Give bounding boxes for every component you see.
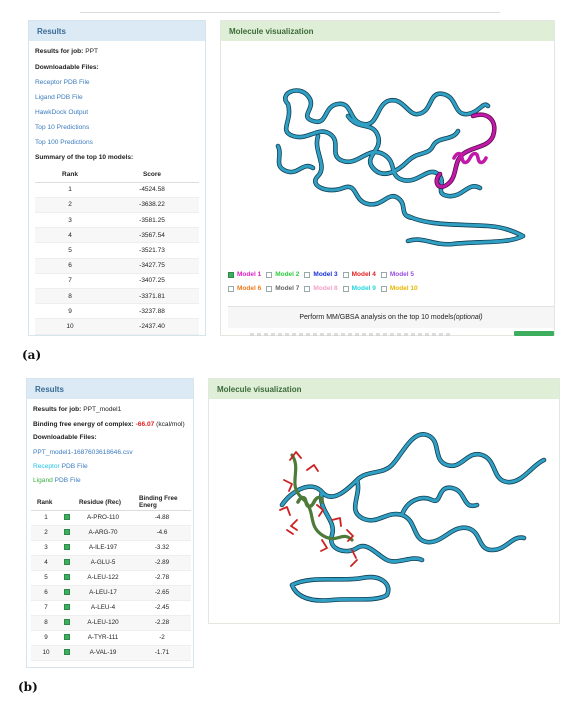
- residue-cell: A-LEU-120: [73, 615, 133, 630]
- table-row: [31, 540, 191, 555]
- energy-cell: -4.88: [133, 510, 191, 525]
- mmgbsa-options-preview: [250, 333, 450, 336]
- mmgbsa-optional: (optional): [453, 314, 483, 321]
- job-line-b: Results for job: PPT_model1: [33, 406, 122, 413]
- score-table: [35, 167, 199, 335]
- table-row: [35, 213, 199, 228]
- score-table-header: [35, 167, 199, 182]
- model-label: Model 3: [313, 271, 338, 278]
- select-cell[interactable]: [61, 540, 73, 555]
- table-row: [31, 630, 191, 645]
- rank-cell: 2: [35, 197, 105, 212]
- energy-cell: -2.45: [133, 600, 191, 615]
- energy-cell: -1.71: [133, 645, 191, 660]
- rank-cell: 6: [35, 258, 105, 273]
- col-energy: Binding Free Energ: [133, 495, 191, 510]
- residue-cell: A-LEU-4: [73, 600, 133, 615]
- residue-energy-table: [31, 495, 191, 661]
- residue-checkbox[interactable]: [64, 514, 70, 520]
- rank-cell: 9: [35, 304, 105, 319]
- residue-checkbox[interactable]: [64, 619, 70, 625]
- select-cell[interactable]: [61, 525, 73, 540]
- col-score: Score: [105, 167, 199, 182]
- energy-cell: -2.89: [133, 555, 191, 570]
- figure-label-a: (a): [22, 348, 42, 362]
- select-cell[interactable]: [61, 555, 73, 570]
- job-line-a: Results for job: PPT: [35, 48, 99, 55]
- mmgbsa-submit-button[interactable]: [514, 331, 554, 336]
- model-checkbox[interactable]: [343, 272, 349, 278]
- select-cell[interactable]: [61, 645, 73, 660]
- residue-cell: A-PRO-110: [73, 510, 133, 525]
- model-selector-row1: [228, 271, 414, 278]
- table-row: [31, 510, 191, 525]
- model-option[interactable]: [304, 271, 337, 278]
- model-option[interactable]: [343, 285, 376, 292]
- score-cell: -4524.58: [105, 182, 199, 197]
- ligand-pdb-link-b[interactable]: Ligand PDB File: [33, 477, 81, 484]
- residue-table-header: [31, 495, 191, 510]
- receptor-backbone-b: [282, 434, 544, 600]
- model-option[interactable]: [381, 271, 414, 278]
- downloads-label-b: Downloadable Files:: [33, 434, 97, 441]
- mmgbsa-text: Perform MM/GBSA analysis on the top 10 models: [299, 314, 454, 321]
- model-option[interactable]: [228, 271, 261, 278]
- summary-label: Summary of the top 10 models:: [35, 154, 134, 161]
- model-checkbox[interactable]: [228, 286, 234, 292]
- receptor-pdb-link[interactable]: Receptor PDB File: [35, 79, 90, 86]
- rank-cell: 7: [35, 273, 105, 288]
- residue-cell: A-ILE-197: [73, 540, 133, 555]
- mmgbsa-bar: [228, 306, 554, 328]
- residue-checkbox[interactable]: [64, 559, 70, 565]
- results-header-b: Results: [27, 379, 193, 399]
- col-select: [61, 495, 73, 510]
- results-panel-a: [28, 20, 206, 336]
- rank-cell: 10: [31, 645, 61, 660]
- select-cell[interactable]: [61, 585, 73, 600]
- model-checkbox[interactable]: [304, 286, 310, 292]
- model-label: Model 5: [389, 271, 415, 278]
- energy-cell: -2.78: [133, 570, 191, 585]
- score-cell: -3427.75: [105, 258, 199, 273]
- table-row: [35, 304, 199, 319]
- table-row: [35, 182, 199, 197]
- col-rank-b: Rank: [31, 495, 61, 510]
- model-checkbox[interactable]: [381, 272, 387, 278]
- col-rank: Rank: [35, 167, 105, 182]
- table-row: [31, 615, 191, 630]
- rank-cell: 5: [31, 570, 61, 585]
- top10-predictions-link[interactable]: Top 10 Predictions: [35, 124, 90, 131]
- table-row: [31, 555, 191, 570]
- rank-cell: 1: [35, 182, 105, 197]
- model-label: Model 4: [351, 271, 376, 278]
- molecule-viewer-a[interactable]: [258, 76, 538, 266]
- figure-label-b: (b): [18, 680, 38, 694]
- table-row: [35, 197, 199, 212]
- col-residue: Residue (Rec): [73, 495, 133, 510]
- top100-predictions-link[interactable]: Top 100 Predictions: [35, 139, 93, 146]
- residue-checkbox[interactable]: [64, 529, 70, 535]
- select-cell[interactable]: [61, 615, 73, 630]
- model-checkbox[interactable]: [304, 272, 310, 278]
- model-option[interactable]: [266, 271, 299, 278]
- score-cell: -3521.73: [105, 243, 199, 258]
- molecule-viewer-b[interactable]: [262, 410, 552, 610]
- score-cell: -3237.88: [105, 304, 199, 319]
- residue-cell: A-VAL-19: [73, 645, 133, 660]
- energy-cell: -2: [133, 630, 191, 645]
- residue-checkbox[interactable]: [64, 604, 70, 610]
- rank-cell: 6: [31, 585, 61, 600]
- energy-value: -66.07: [135, 421, 155, 428]
- table-row: [35, 258, 199, 273]
- table-row: [31, 585, 191, 600]
- ligand-model1: [437, 115, 495, 187]
- results-header-a: Results: [29, 21, 205, 41]
- model-checkbox[interactable]: [266, 286, 272, 292]
- csv-link[interactable]: PPT_model1-1687603618646.csv: [33, 449, 133, 456]
- model-option[interactable]: [228, 285, 261, 292]
- score-cell: -3581.25: [105, 213, 199, 228]
- model-option[interactable]: [381, 285, 418, 292]
- residue-checkbox[interactable]: [64, 574, 70, 580]
- energy-cell: -2.28: [133, 615, 191, 630]
- score-cell: -2437.40: [105, 319, 199, 334]
- energy-cell: -3.32: [133, 540, 191, 555]
- table-row: [31, 525, 191, 540]
- residue-checkbox[interactable]: [64, 544, 70, 550]
- model-label: Model 7: [275, 285, 300, 292]
- downloads-label-a: Downloadable Files:: [35, 64, 99, 71]
- table-row: [35, 273, 199, 288]
- rank-cell: 7: [31, 600, 61, 615]
- model-checkbox[interactable]: [266, 272, 272, 278]
- table-row: [35, 319, 199, 334]
- model-option[interactable]: [343, 271, 376, 278]
- model-label: Model 10: [389, 285, 418, 292]
- score-cell: -3371.81: [105, 289, 199, 304]
- residue-checkbox[interactable]: [64, 634, 70, 640]
- table-row: [35, 243, 199, 258]
- residue-cell: A-GLU-5: [73, 555, 133, 570]
- rank-cell: 8: [35, 289, 105, 304]
- residue-cell: A-TYR-111: [73, 630, 133, 645]
- hawkdock-output-link[interactable]: HawkDock Output: [35, 109, 89, 116]
- table-row: [35, 228, 199, 243]
- viz-header-b: Molecule visualization: [209, 379, 559, 399]
- top-divider: [80, 12, 500, 13]
- table-row: [35, 289, 199, 304]
- residue-checkbox[interactable]: [64, 589, 70, 595]
- rank-cell: 8: [31, 615, 61, 630]
- score-cell: -3407.25: [105, 273, 199, 288]
- rank-cell: 4: [31, 555, 61, 570]
- select-cell[interactable]: [61, 570, 73, 585]
- select-cell[interactable]: [61, 510, 73, 525]
- model-checkbox[interactable]: [343, 286, 349, 292]
- residue-cell: A-LEU-17: [73, 585, 133, 600]
- table-row: [31, 600, 191, 615]
- model-label: Model 6: [237, 285, 262, 292]
- select-cell[interactable]: [61, 600, 73, 615]
- energy-line: Binding free energy of complex: -66.07 (kcal/mol): [33, 421, 185, 428]
- model-checkbox[interactable]: [228, 272, 234, 278]
- select-cell[interactable]: [61, 630, 73, 645]
- rank-cell: 3: [31, 540, 61, 555]
- receptor-backbone-outline-b: [282, 434, 544, 600]
- model-checkbox[interactable]: [381, 286, 387, 292]
- rank-cell: 3: [35, 213, 105, 228]
- rank-cell: 4: [35, 228, 105, 243]
- score-cell: -3567.54: [105, 228, 199, 243]
- rank-cell: 5: [35, 243, 105, 258]
- ligand-pdb-link[interactable]: Ligand PDB File: [35, 94, 83, 101]
- model-option[interactable]: [266, 285, 299, 292]
- table-row: [31, 645, 191, 660]
- energy-cell: -2.65: [133, 585, 191, 600]
- model-label: Model 8: [313, 285, 338, 292]
- rank-cell: 10: [35, 319, 105, 334]
- model-label: Model 2: [275, 271, 300, 278]
- receptor-pdb-link-b[interactable]: Receptor PDB File: [33, 463, 88, 470]
- rank-cell: 2: [31, 525, 61, 540]
- rank-cell: 1: [31, 510, 61, 525]
- model-selector-row2: [228, 285, 418, 292]
- residue-cell: A-ARG-70: [73, 525, 133, 540]
- energy-cell: -4.6: [133, 525, 191, 540]
- residue-cell: A-LEU-122: [73, 570, 133, 585]
- model-label: Model 9: [351, 285, 376, 292]
- residue-checkbox[interactable]: [64, 649, 70, 655]
- model-label: Model 1: [237, 271, 262, 278]
- rank-cell: 9: [31, 630, 61, 645]
- results-panel-b: [26, 378, 194, 668]
- score-cell: -3638.22: [105, 197, 199, 212]
- viz-header-a: Molecule visualization: [221, 21, 554, 41]
- table-row: [31, 570, 191, 585]
- model-option[interactable]: [304, 285, 337, 292]
